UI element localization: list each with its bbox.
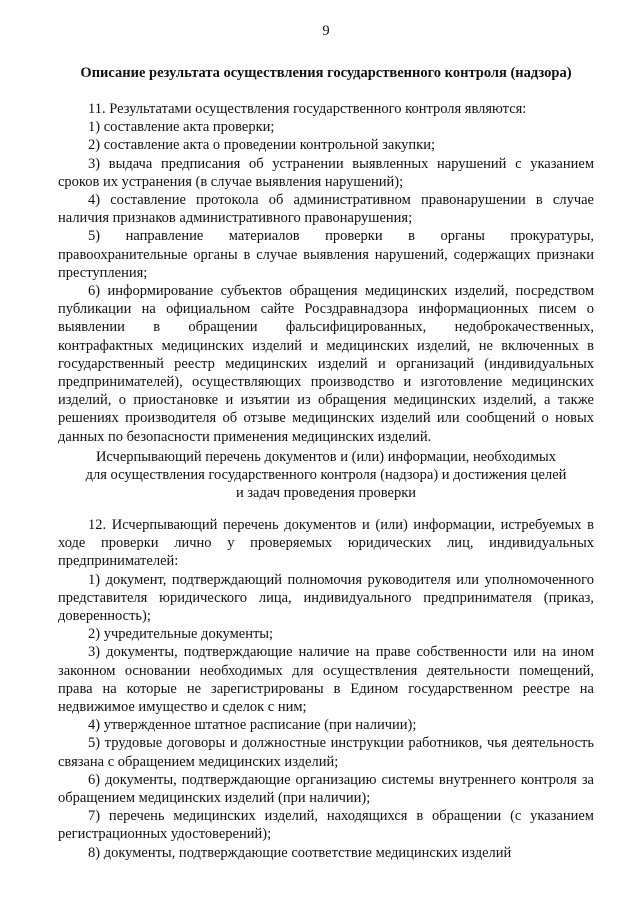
list-item-2: 2) составление акта о проведении контрольной закупки; xyxy=(88,137,435,154)
doc-item-5: 5) трудовые договоры и должностные инструкции работников, чья деятельность связана с обращением медицинских изделий; xyxy=(58,735,594,770)
doc-item-7: 7) перечень медицинских изделий, находящихся в обращении (с указанием регистрационных удостоверений); xyxy=(58,808,594,843)
list-item-6: 6) информирование субъектов обращения медицинских изделий, посредством публикации на официальном сайте Росздравнадзора информационных писем о выявлении в обращении фальсифицированных, недоброкачественных, контрафактных медицинских изделий и медицинских изделий, не включенных в государственный реестр медицинских изделий и организаций (индивидуальных предпринимателей), осуществляющих производство и изготовление медицинских изделий, о приостановке и изъятии из обращения медицинских изделий, а также решениях производителя об отзыве медицинских изделий или сообщений о новых данных по безопасности применения медицинских изделий. xyxy=(58,283,594,445)
list-item-5: 5) направление материалов проверки в органы прокуратуры, правоохранительные органы в случае выявления нарушений, содержащих признаки преступления; xyxy=(58,228,594,281)
paragraph-12: 12. Исчерпывающий перечень документов и (или) информации, истребуемых в ходе проверки лично у проверяемых юридических лиц, индивидуальных предпринимателей: xyxy=(58,517,594,570)
section-body-documents xyxy=(58,516,594,862)
list-item-4: 4) составление протокола об административном правонарушении в случае наличия признаков административного правонарушения; xyxy=(58,192,594,227)
list-item-3: 3) выдача предписания об устранении выявленных нарушений с указанием сроков их устранения (в случае выявления нарушений); xyxy=(58,155,594,190)
section-body-result xyxy=(58,100,594,446)
doc-item-1: 1) документ, подтверждающий полномочия руководителя или уполномоченного представителя юридического лица, индивидуального предпринимателя (приказ, доверенность); xyxy=(58,571,594,625)
heading-line-2: для осуществления государственного контроля (надзора) и достижения целей xyxy=(85,467,567,484)
section-heading-result: Описание результата осуществления государственного контроля (надзора) xyxy=(80,65,572,81)
doc-item-6: 6) документы, подтверждающие организацию системы внутреннего контроля за обращением медицинских изделий (при наличии); xyxy=(58,771,594,807)
doc-item-2: 2) учредительные документы; xyxy=(88,626,274,643)
heading-line-1: Исчерпывающий перечень документов и (или) информации, необходимых xyxy=(95,449,557,465)
heading-line-3: и задач проведения проверки xyxy=(235,485,417,502)
doc-item-4: 4) утвержденное штатное расписание (при наличии); xyxy=(88,717,417,734)
doc-item-3: 3) документы, подтверждающие наличие на праве собственности или на ином законном основании необходимых для осуществления деятельности помещений, права на которые не зарегистрированы в Едином государственном реестре на недвижимое имущество и сделок с ним; xyxy=(58,644,594,716)
list-item-1: 1) составление акта проверки; xyxy=(88,119,275,136)
page-number: 9 xyxy=(322,23,330,39)
doc-item-8: 8) документы, подтверждающие соответствие медицинских изделий xyxy=(88,844,512,861)
section-heading-documents xyxy=(58,448,594,503)
paragraph-11: 11. Результатами осуществления государственного контроля являются: xyxy=(88,101,527,117)
